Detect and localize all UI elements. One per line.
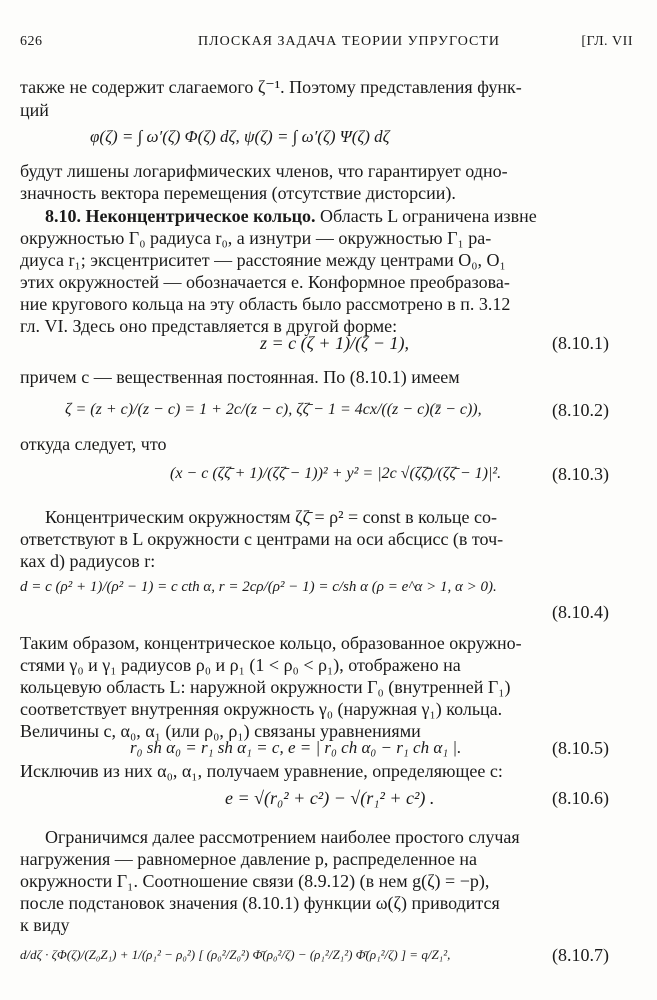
text-line: будут лишены логарифмических членов, что гарантирует одно- [20,161,508,181]
text-line: окружности Γ₁. Соотношение связи (8.9.12) (в нем g(ζ) = −p), [20,871,490,891]
equation-8-10-5: r₀ sh α₀ = r₁ sh α₁ = c, e = | r₀ ch α₀ − r₁ ch α₁ |. [130,738,462,757]
equation-number: (8.10.6) [552,788,609,808]
equation-8-10-3: (x − c (ζζ̄ + 1)/(ζζ̄ − 1))² + y² = |2c √(ζζ̄)/(ζζ̄ − 1)|². [170,465,502,482]
text-line: причем c — вещественная постоянная. По (8.10.1) имеем [20,367,460,387]
text-line: откуда следует, что [20,434,167,454]
section-lead-text: Область L ограничена извне [320,206,537,226]
equation-phi-psi: φ(ζ) = ∫ ω′(ζ) Φ(ζ) dζ, ψ(ζ) = ∫ ω′(ζ) Ψ(ζ) dζ [90,127,390,146]
text-line: стями γ₀ и γ₁ радиусов ρ₀ и ρ₁ (1 < ρ₀ < ρ₁), отображено на [20,655,461,675]
section-first-line [45,205,610,227]
text-line: также не содержит слагаемого ζ⁻¹. Поэтому представления функ- [20,77,522,97]
text-line: кольцевую область L: наружной окружности Γ₀ (внутренней Γ₁) [20,677,511,697]
text-line: Величины c, α₀, α₁ (или ρ₀, ρ₁) связаны уравнениями [20,721,421,741]
text-line: значность вектора перемещения (отсутствие дисторсии). [20,183,456,203]
text-line: ответствуют в L окружности с центрами на оси абсцисс (в точ- [20,529,504,549]
equation-8-10-2: ζ = (z + c)/(z − c) = 1 + 2c/(z − c), ζζ̄ − 1 = 4cx/((z − c)(z̄ − c)), [65,401,482,418]
text-line: гл. VI. Здесь оно представляется в другой форме: [20,316,398,336]
equation-8-10-6: e = √(r₀² + c²) − √(r₁² + c²) . [225,788,435,808]
page-number: 626 [20,34,43,49]
equation-number: (8.10.1) [552,333,609,353]
text-line: к виду [20,915,70,935]
equation-8-10-7: d/dζ · ζΦ(ζ)/(Z₀Z₁) + 1/(ρ₁² − ρ₀²) [ (ρ₀²/Z₀²) Φ̄(ρ₀²/ζ) − (ρ₁²/Z₁²) Φ̄(ρ₁²/ζ) ] = q/Z₁², [20,947,451,962]
text-line: после подстановок значения (8.10.1) функции ω(ζ) приводится [20,893,500,913]
text-line: ках d) радиусов r: [20,551,156,571]
text-line: Исключив из них α₀, α₁, получаем уравнение, определяющее c: [20,761,503,781]
equation-number: (8.10.7) [552,945,609,965]
equation-number: (8.10.3) [552,464,609,484]
text-line: окружностью Γ₀ радиуса r₀, а изнутри — окружностью Γ₁ ра- [20,228,492,248]
equation-number: (8.10.4) [552,602,609,622]
section-heading: 8.10. Неконцентрическое кольцо. [45,206,316,226]
chapter-label: [ГЛ. VII [581,34,633,49]
text-line: Концентрическим окружностям ζζ̄ = ρ² = const в кольце со- [45,507,498,527]
text-line: ние кругового кольца на эту область было рассмотрено в п. 3.12 [20,294,511,314]
equation-number: (8.10.5) [552,738,609,758]
text-line: Таким образом, концентрическое кольцо, образованное окружно- [20,633,522,653]
equation-8-10-1: z = c (ζ + 1)/(ζ − 1), [260,333,409,353]
equation-8-10-4: d = c (ρ² + 1)/(ρ² − 1) = c cth α, r = 2cρ/(ρ² − 1) = c/sh α (ρ = e^α > 1, α > 0). [20,579,497,595]
running-title: ПЛОСКАЯ ЗАДАЧА ТЕОРИИ УПРУГОСТИ [198,34,500,49]
text-line: ций [20,100,49,120]
text-line: Ограничимся далее рассмотрением наиболее простого случая [45,827,520,847]
running-header [20,34,633,54]
text-line: этих окружностей — обозначается e. Конформное преобразова- [20,272,510,292]
text-line: диуса r₁; эксцентриситет — расстояние между центрами O₀, O₁ [20,250,506,270]
text-line: нагружения — равномерное давление p, распределенное на [20,849,477,869]
text-line: соответствует внутренняя окружность γ₀ (наружная γ₁) кольца. [20,699,503,719]
equation-number: (8.10.2) [552,400,609,420]
